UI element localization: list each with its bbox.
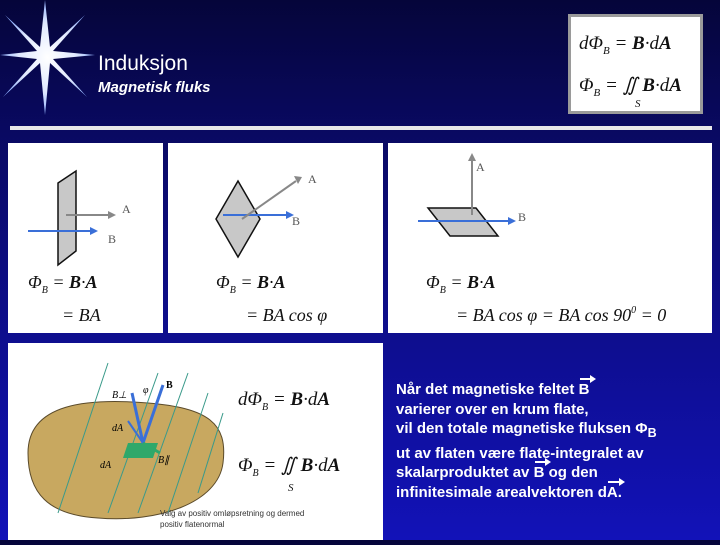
label-b-perp: B⊥ [112,390,127,401]
vector-B: B [533,464,545,481]
plate-shape [216,181,260,257]
plate-shape [58,171,76,265]
figure-note: Valg av positiv omløpsretning og dermed positiv flatenormal [160,509,305,529]
vector-A: A [606,483,618,501]
panel-parallel [388,143,712,333]
formula-box-equations [571,17,700,111]
equation-2: $\Phi_B$ = ∬ B·dA [238,455,341,479]
label-dA-vec: dA [112,423,124,434]
panel-1-figure [8,143,163,333]
panel-3-figure [388,143,712,333]
panel-perpendicular [8,143,163,333]
label-b-par: B∥ [158,455,170,466]
formula-line-2: $\Phi_B$ = ∬ B·dA [579,75,682,99]
label-A: A [476,160,485,174]
info-line-6: infinitesimale arealvektoren d [396,483,607,501]
label-A: A [308,172,317,186]
equation-1: $\Phi_B = B\cdot A$ [216,272,286,296]
svg-text:S: S [635,98,641,110]
phi-subscript: B [647,426,657,440]
curved-surface [28,401,224,518]
label-dA: dA [100,460,112,471]
info-line-2: varierer over en krum flate, [396,400,589,418]
label-phi: φ [143,385,149,396]
panel-2-figure [168,143,383,333]
equation-2: = BA cos φ [246,305,328,325]
label-B: B [518,210,527,224]
formula-line-1: $d\Phi_B = B\cdot dA$ [579,33,672,57]
equation-1: $\Phi_B = B\cdot A$ [426,272,496,296]
label-A: A [122,202,131,216]
info-line-5: skalarproduktet av [396,464,534,481]
info-line-1: Når det magnetiske feltet [396,381,579,398]
page-title: Induksjon [98,52,188,75]
info-line-3: vil den totale magnetiske fluksen [396,420,636,437]
label-B: B [108,232,117,246]
phi-symbol: Φ [635,420,648,437]
label-B: B [292,214,301,228]
label-b: B [166,380,173,391]
equation-1: $\Phi_B = B\cdot A$ [28,272,98,296]
equation-2: = BA [62,305,101,325]
starburst-icon [0,0,100,130]
panel-angled [168,143,383,333]
header-divider [10,126,712,130]
formula-box [568,14,703,114]
vector-B: B [578,381,590,398]
svg-text:S: S [288,482,294,494]
equation-2: = BA cos φ = BA $\cos 90^0 = 0$ [456,305,667,325]
info-text: Når det magnetiske feltet B varierer over en krum flate, vil den totale magnetiske fluksen $\Phi_B$ ut av flaten være flate-integralet av skalarproduktet av B og den infinitesimale arealvektoren dA. [396,380,712,502]
info-line-4: ut av flaten være flate-integralet av [396,444,644,462]
page-subtitle: Magnetisk fluks [98,79,211,96]
equation-1: $d\Phi_B = B\cdot dA$ [238,389,331,413]
